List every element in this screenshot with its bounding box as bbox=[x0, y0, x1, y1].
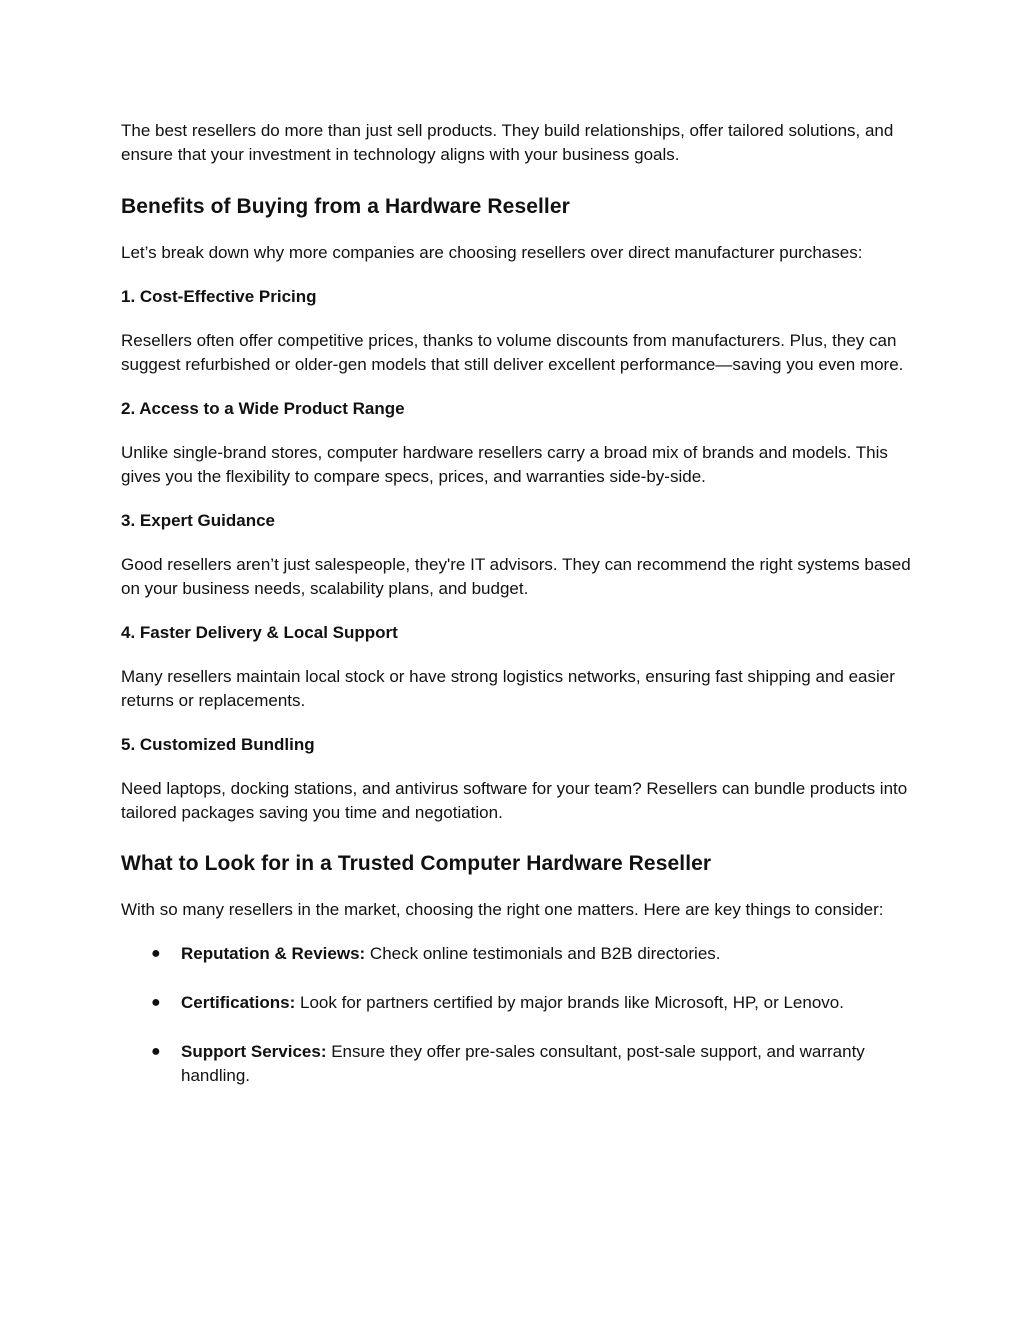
benefit-text-2: Unlike single-brand stores, computer hardware resellers carry a broad mix of brands and models. This gives you the flexibility to compare specs, prices, and warranties side-by-side. bbox=[121, 443, 888, 486]
look-for-heading: What to Look for in a Trusted Computer Hardware Reseller bbox=[121, 852, 712, 875]
benefits-lead-paragraph: Let’s break down why more companies are choosing resellers over direct manufacturer purchases: bbox=[121, 243, 863, 262]
benefit-text-4: Many resellers maintain local stock or have strong logistics networks, ensuring fast shipping and easier returns or replacements. bbox=[121, 667, 895, 710]
bullet-label: Support Services: bbox=[181, 1042, 327, 1061]
benefit-text-1: Resellers often offer competitive prices, thanks to volume discounts from manufacturers. Plus, they can suggest refurbished or older-gen models that still deliver excellent performance—saving you even more. bbox=[121, 331, 904, 374]
bullet-text: Look for partners certified by major brands like Microsoft, HP, or Lenovo. bbox=[295, 993, 844, 1012]
intro-paragraph: The best resellers do more than just sell products. They build relationships, offer tailored solutions, and ensure that your investment in technology aligns with your business goals. bbox=[121, 121, 894, 164]
benefit-title-5: 5. Customized Bundling bbox=[121, 735, 315, 754]
bullet-dot-icon: ● bbox=[151, 994, 161, 1011]
bullet-dot-icon: ● bbox=[151, 1043, 161, 1060]
look-for-lead-paragraph: With so many resellers in the market, choosing the right one matters. Here are key things to consider: bbox=[121, 900, 884, 919]
bullet-dot-icon: ● bbox=[151, 945, 161, 962]
bullet-label: Certifications: bbox=[181, 993, 296, 1012]
list-item bbox=[121, 1040, 914, 1088]
considerations-list bbox=[121, 942, 914, 1088]
bullet-text: Check online testimonials and B2B directories. bbox=[365, 944, 721, 963]
benefit-title-2: 2. Access to a Wide Product Range bbox=[121, 399, 405, 418]
bullet-text: Ensure they offer pre-sales consultant, post-sale support, and warranty handling. bbox=[181, 1042, 865, 1085]
benefits-heading: Benefits of Buying from a Hardware Reseller bbox=[121, 195, 570, 218]
list-item bbox=[121, 991, 914, 1015]
benefit-title-3: 3. Expert Guidance bbox=[121, 511, 275, 530]
list-item bbox=[121, 942, 914, 966]
benefit-text-3: Good resellers aren’t just salespeople, they're IT advisors. They can recommend the right systems based on your business needs, scalability plans, and budget. bbox=[121, 555, 911, 598]
bullet-label: Reputation & Reviews: bbox=[181, 944, 366, 963]
benefit-text-5: Need laptops, docking stations, and antivirus software for your team? Resellers can bundle products into tailored packages saving you time and negotiation. bbox=[121, 779, 908, 822]
benefit-title-1: 1. Cost-Effective Pricing bbox=[121, 287, 317, 306]
benefit-title-4: 4. Faster Delivery & Local Support bbox=[121, 623, 398, 642]
